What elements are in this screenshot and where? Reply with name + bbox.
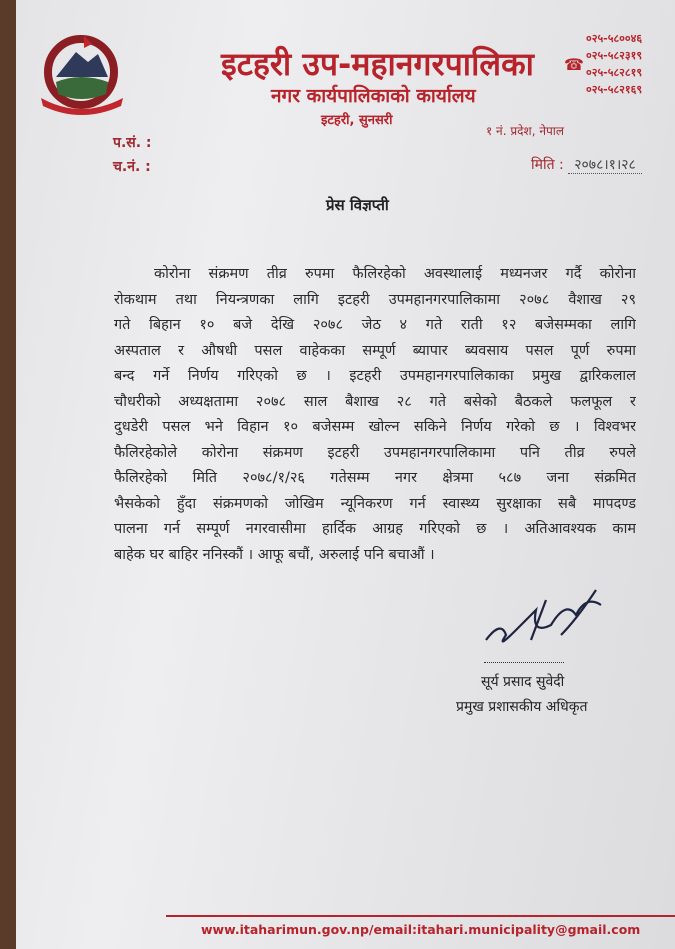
body-line: कोरोना संक्रमण तीव्र रुपमा फैलिरहेको अवस्थालाई मध्यनजर गर्दै कोरोना [154,266,636,282]
dispatch-label: च.नं. : [113,159,151,175]
phone-number: ०२५-५८२३१९ [586,49,643,62]
body-line: पालना गर्न सम्पूर्ण नगरवासीमा हार्दिक आग्रह गरिएको छ । अतिआवश्यक काम [114,521,636,537]
signature-line [484,662,564,663]
reference-label: प.सं. : [113,135,152,151]
body-line: भैसकेको हुँदा संक्रमणको जोखिम न्यूनिकरण गर्न स्वास्थ्य सुरक्षाका सबै मापदण्ड [114,495,636,512]
phone-number: ०२५-५८००४६ [586,32,643,45]
phone-number: ०२५-५८२८१९ [586,66,643,79]
phone-list [586,30,642,98]
office-subtitle: नगर कार्यपालिकाको कार्यालय [271,85,476,107]
date-value: २०७८।१।२८ [568,157,642,174]
phone-number: ०२५-५८२१६९ [586,83,643,96]
document-body [114,262,636,568]
letter-paper [16,0,675,949]
footer-contact: www.itaharimun.gov.np/email:itahari.municipality@gmail.com [201,922,641,937]
office-name: इटहरी उप-महानगरपालिका [221,45,534,83]
document-heading: प्रेस विज्ञप्ती [326,196,389,214]
date-field [531,155,642,174]
body-line: दुधडेरी पसल भने विहान १० बजेसम्म खोल्न सकिने निर्णय गरेको छ । विश्वभर [114,419,636,435]
province: १ नं. प्रदेश, नेपाल [486,124,565,138]
telephone-icon: ☎ [564,55,584,74]
body-line: फैलिरहेकोले कोरोना संक्रमण इटहरी उपमहानगरपालिकामा पनि तीव्र रुपले [114,444,636,461]
signer-title: प्रमुख प्रशासकीय अधिकृत [456,699,588,715]
body-line: रोकथाम तथा नियन्त्रणका लागि इटहरी उपमहानगरपालिकामा २०७८ वैशाख २९ [114,291,636,308]
footer-divider [166,915,675,917]
body-line: बाहेक घर बाहिर ननिस्कौं । आफू बचौं, अरुलाई पनि बचाऔं । [114,546,435,563]
body-line: गते बिहान १० बजे देखि २०७८ जेठ ४ गते राती १२ बजेसम्मका लागि [114,317,636,333]
office-address: इटहरी, सुनसरी [321,113,393,128]
body-line: फैलिरहेको मिति २०७८/१/२६ गतेसम्म नगर क्षेत्रमा ५८७ जना संक्रमित [114,470,636,486]
signer-name: सूर्य प्रसाद सुवेदी [481,674,565,690]
body-line: अस्पताल र औषधी पसल वाहेकका सम्पूर्ण ब्यापार ब्यवसाय पसल पूर्ण रुपमा [114,342,636,359]
body-line: बन्द गर्ने निर्णय गरिएको छ । इटहरी उपमहानगरपालिकाका प्रमुख द्वारिकलाल [114,368,636,384]
signature [476,580,626,660]
nepal-emblem-logo [26,32,136,117]
date-label: मिति : [531,157,564,173]
body-line: चौधरीको अध्यक्षतामा २०७८ साल बैशाख २८ गते बसेको बैठकले फलफूल र [114,393,636,410]
